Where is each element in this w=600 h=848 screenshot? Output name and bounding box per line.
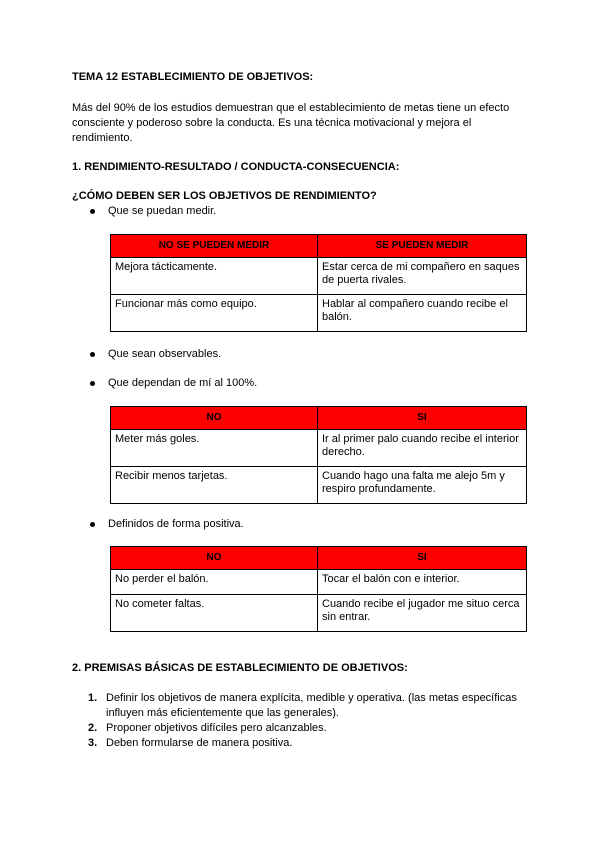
table-header-cell: SE PUEDEN MEDIR [318, 235, 527, 258]
document-title: TEMA 12 ESTABLECIMIENTO DE OBJETIVOS: [72, 71, 314, 83]
section1-heading: 1. RENDIMIENTO-RESULTADO / CONDUCTA-CONSECUENCIA: [72, 161, 400, 173]
table-row [111, 258, 527, 295]
intro-paragraph: Más del 90% de los estudios demuestran que el establecimiento de metas tiene un efecto consciente y poderoso sobre la conducta. Es una técnica motivacional y mejora el rendimiento. [72, 102, 510, 144]
premises-list [72, 691, 532, 751]
table-cell: Ir al primer palo cuando recibe el interior derecho. [318, 430, 527, 467]
table-cell: Estar cerca de mi compañero en saques de puerta rivales. [318, 258, 527, 295]
table-row [111, 570, 527, 595]
bullet-dot-icon [90, 209, 95, 214]
table-measurable [110, 234, 527, 332]
table-cell: No cometer faltas. [111, 595, 318, 632]
table-row [111, 595, 527, 632]
table-header-cell: SI [318, 407, 527, 430]
table-cell: Cuando hago una falta me alejo 5m y respiro profundamente. [318, 467, 527, 504]
table-cell: Tocar el balón con e interior. [318, 570, 527, 595]
section1-question: ¿CÓMO DEBEN SER LOS OBJETIVOS DE RENDIMIENTO? [72, 190, 377, 202]
bullet-dot-icon [90, 522, 95, 527]
table-header-cell: NO [111, 407, 318, 430]
table-row [111, 467, 527, 504]
list-item: 3. Deben formularse de manera positiva. [88, 737, 293, 749]
table-row [111, 430, 527, 467]
table-header-cell: NO [111, 547, 318, 570]
table-header-cell: SI [318, 547, 527, 570]
table-cell: Meter más goles. [111, 430, 318, 467]
list-item: 1. Definir los objetivos de manera explícita, medible y operativa. (las metas específicas influyen más eficientemente que las generales). [88, 692, 517, 719]
bullet-dot-icon [90, 381, 95, 386]
table-header-cell: NO SE PUEDEN MEDIR [111, 235, 318, 258]
table-cell: Cuando recibe el jugador me situo cerca sin entrar. [318, 595, 527, 632]
table-cell: Mejora tácticamente. [111, 258, 318, 295]
table-row [111, 295, 527, 332]
list-item: 2. Proponer objetivos difíciles pero alcanzables. [88, 722, 327, 734]
table-cell: Funcionar más como equipo. [111, 295, 318, 332]
document-page: TEMA 12 ESTABLECIMIENTO DE OBJETIVOS: Más del 90% de los estudios demuestran que el establecimiento de metas tiene un efecto consciente y poderoso sobre la conducta. Es una técnica motivacional y mejora el rendimiento. 1. RENDIMIENTO-RESULTADO / CONDUCTA-CONSECUENCIA: ¿CÓMO DEBEN SER LOS OBJETIVOS DE RENDIMIENTO? Que se puedan medir. NO SE PUEDEN MEDIR SE PUEDEN MEDIR Mejora tácticamente. Estar cerca de mi compañero en saques de puerta rivales. Funcionar más como equipo. Hablar al compañero cuando recibe el balón. Que sean observables. Que dependan de mí al 100%. NO SI Meter más goles. Ir al primer palo cuando recibe el interior derecho. Recibir menos tarjetas. Cuando hago una falta me alejo 5m y respiro profundamente. Definidos de forma positiva. NO SI No perder el balón. Tocar el balón con e interior. No cometer faltas. Cuando recibe el jugador me situo cerca sin entrar. 2. PREMISAS BÁSICAS DE ESTABLECIMIENTO DE OBJETIVOS: 1. Definir los objetivos de manera explícita, medible y operativa. (las metas específicas influyen más eficientemente que las generales). 2. Proponer objetivos difíciles pero alcanzables. 3. Deben formularse de manera positiva. [0, 0, 600, 848]
table-cell: No perder el balón. [111, 570, 318, 595]
table-dependence [110, 406, 527, 504]
bullet-dot-icon [90, 352, 95, 357]
table-cell: Recibir menos tarjetas. [111, 467, 318, 504]
section2-heading: 2. PREMISAS BÁSICAS DE ESTABLECIMIENTO DE OBJETIVOS: [72, 662, 408, 674]
table-cell: Hablar al compañero cuando recibe el balón. [318, 295, 527, 332]
table-positive [110, 546, 527, 632]
